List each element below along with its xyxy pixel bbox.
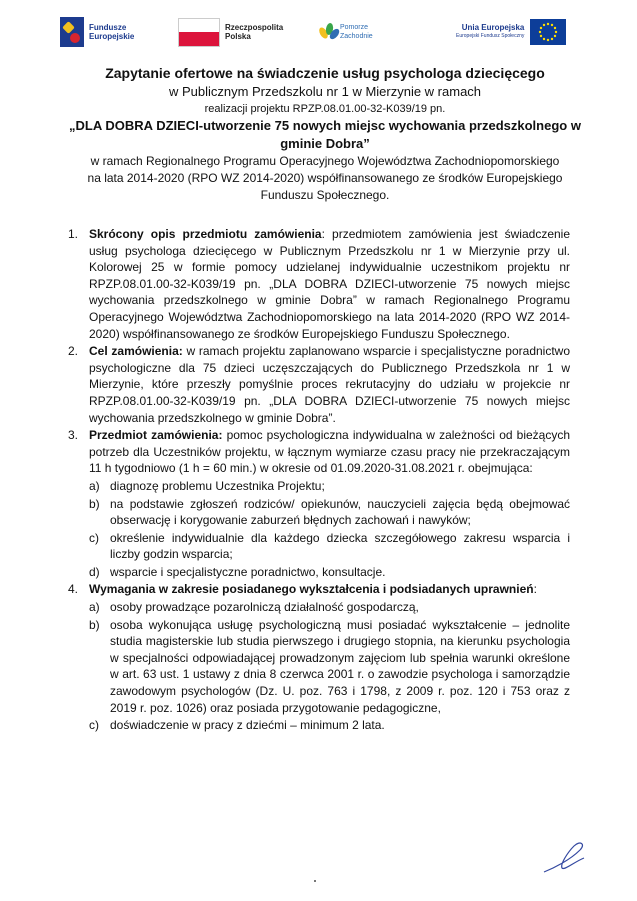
- document-title: Zapytanie ofertowe na świadczenie usług psychologa dziecięcego: [105, 65, 545, 81]
- project-line: realizacji projektu RPZP.08.01.00-32-K039/19 pn.: [204, 103, 446, 115]
- fundusze-europejskie-logo: Fundusze Europejskie: [60, 14, 134, 50]
- sub-item: b) na podstawie zgłoszeń rodziców/ opiekunów, nauczycieli zajęcia będą obejmować obserwację i korygowanie zaburzeń błędnych zachowań i nawyków;: [89, 496, 570, 528]
- pomorze-leaf-icon: [318, 21, 338, 43]
- signature-mark: [540, 838, 590, 883]
- program-line-1: w ramach Regionalnego Programu Operacyjnego Województwa Zachodniopomorskiego: [90, 154, 560, 168]
- rzeczpospolita-polska-logo: Rzeczpospolita Polska: [178, 14, 283, 50]
- numbered-list: [68, 226, 570, 735]
- polish-flag-icon: [178, 18, 220, 47]
- list-item: 2. Cel zamówienia: w ramach projektu zaplanowano wsparcie i specjalistyczne poradnictwo psychologiczne dla 75 dzieci uczęszczających do Publicznego Przedszkola nr 1 w Mierzynie, które przeszły pomyślnie proces rekrutacyjny do udziału w projekcie nr RPZP.08.01.00-32-K039/19 pn. „DLA DOBRA DZIECI-utworzenie 75 nowych miejsc wychowania przedszkolnego w gminie Dobra”.: [68, 344, 571, 425]
- sub-item: c) określenie indywidualnie dla każdego dziecka szczegółowego zakresu wsparcia i liczby godzin wsparcia;: [89, 530, 570, 562]
- unia-europejska-logo: Unia Europejska Europejski Fundusz Społeczny: [456, 14, 566, 50]
- list-item: 4. Wymagania w zakresie posiadanego wykształcenia i podsiadanych uprawnień: a) osoby prowadzące pozarolniczą działalność gospodarczą, b) osoba wykonująca usługę psychologiczną musi posiadać wykształcenie – jednolite studia magisterskie lub studia pierwszego i drugiego stopnia, na kierunku psychologia w specjalności odpowiadającej prowadzonym zajęciom lub spełnia warunki określone w art. 63 ust. 1 ustawy z dnia 8 czerwca 2001 r. o zawodzie psychologa i samorządzie zawodowym psychologów (Dz. U. poz. 763 i 1798, z 2009 r. poz. 120 i 753 oraz z 2019 r. poz. 1026) oraz posiada przygotowanie pedagogiczne, c) doświadczenie w pracy z dziećmi – minimum 2 lata.: [68, 582, 570, 733]
- project-name-line-1: „DLA DOBRA DZIECI-utworzenie 75 nowych miejsc wychowania przedszkolnego w: [69, 118, 581, 133]
- logo-bar: [60, 14, 580, 52]
- sub-item: a) diagnozę problemu Uczestnika Projektu;: [89, 478, 325, 493]
- project-name-line-2: gminie Dobra”: [280, 136, 370, 151]
- document-header: [50, 64, 600, 204]
- sub-item: c) doświadczenie w pracy z dziećmi – minimum 2 lata.: [89, 718, 385, 733]
- sub-item: a) osoby prowadzące pozarolniczą działalność gospodarczą,: [89, 600, 419, 615]
- list-item: 1. Skrócony opis przedmiotu zamówienia: przedmiotem zamówienia jest świadczenie usług psychologa dziecięcego w Publicznym Przedszkolu nr 1 w Mierzynie przy ul. Kolorowej 25 w formie pomocy udzielanej indywidualnie uczestnikom projektu nr RPZP.08.01.00-32-K039/19 pn. „DLA DOBRA DZIECI-utworzenie 75 nowych miejsc wychowania przedszkolnego w gminie Dobra” w ramach Regionalnego Programu Operacyjnego Województwa Zachodniopomorskiego na lata 2014-2020 (RPO WZ 2014-2020) współfinansowanego ze środków Europejskiego Funduszu Społecznego.: [68, 227, 571, 341]
- sub-item: b) osoba wykonująca usługę psychologiczną musi posiadać wykształcenie – jednolite studia magisterskie lub studia pierwszego i drugiego stopnia, na kierunku psychologia w specjalności odpowiadającej prowadzonym zajęciom lub spełnia warunki określone w art. 63 ust. 1 ustawy z dnia 8 czerwca 2001 r. o zawodzie psychologa i samorządzie zawodowym psychologów (Dz. U. poz. 763 i 1798, z 2009 r. poz. 120 i 753 oraz z 2019 r. poz. 1026) oraz posiada przygotowanie pedagogiczne,: [89, 617, 570, 715]
- program-line-2: na lata 2014-2020 (RPO WZ 2014-2020) współfinansowanego ze środków Europejskiego: [87, 171, 563, 185]
- sub-item: d) wsparcie i specjalistyczne poradnictwo, konsultacje.: [89, 564, 386, 579]
- eu-flag-icon: [530, 19, 566, 45]
- program-line-3: Funduszu Społecznego.: [260, 188, 390, 202]
- pomorze-zachodnie-logo: Pomorze Zachodnie: [318, 14, 373, 50]
- fundusze-europejskie-icon: [60, 17, 84, 47]
- list-item: 3. Przedmiot zamówienia: pomoc psychologiczna indywidualna w zależności od bieżących potrzeb dla Uczestników projektu, w łącznym wymiarze czasu pracy nie przekraczającym 11 h tygodniowo (1 h = 60 min.) w okresie od 01.09.2020-31.08.2021 r. obejmująca: a) diagnozę problemu Uczestnika Projektu; b) na podstawie zgłoszeń rodziców/ opiekunów, nauczycieli zajęcia będą obejmować obserwację i korygowanie zaburzeń błędnych zachowań i nawyków; c) określenie indywidualnie dla każdego dziecka szczegółowego zakresu wsparcia i liczby godzin wsparcia; d) wsparcie i specjalistyczne poradnictwo, konsultacje.: [68, 428, 571, 579]
- document-subtitle: w Publicznym Przedszkolu nr 1 w Mierzynie w ramach: [168, 84, 482, 99]
- page-dot: [314, 880, 316, 882]
